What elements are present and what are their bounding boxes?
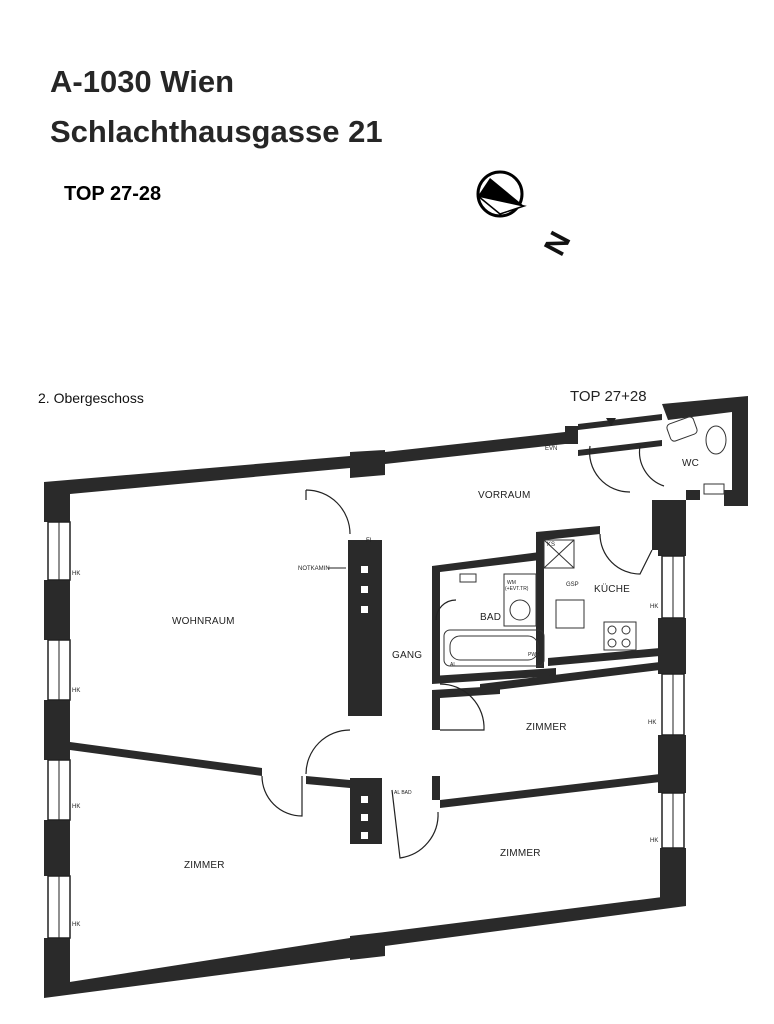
room-vorraum: VORRAUM: [478, 490, 531, 501]
fi-label: FI: [366, 538, 372, 544]
evn-label: EVN: [545, 446, 558, 452]
doors: [262, 446, 664, 858]
hk-label: HK: [650, 838, 659, 844]
hk-label: HK: [72, 922, 81, 928]
hk-label: HK: [72, 571, 81, 577]
unit-marker: TOP 27+28: [570, 388, 647, 405]
outer-walls: [44, 396, 748, 998]
al-bad-label: AL BAD: [394, 790, 412, 796]
room-wc: WC: [682, 458, 700, 469]
notkamin-label: NOTKAMIN: [298, 566, 330, 572]
hk-label: HK: [650, 604, 659, 610]
address-street: Schlachthausgasse 21: [50, 114, 383, 149]
interior-walls: [70, 440, 662, 844]
wm-label: WM: [507, 580, 516, 586]
room-zimmer-mid: ZIMMER: [526, 722, 567, 733]
address-city: A-1030 Wien: [50, 64, 235, 99]
room-gang: GANG: [392, 650, 423, 661]
hk-label: HK: [648, 720, 657, 726]
gsp-label: GSP: [566, 582, 579, 588]
wm-note: (+EVT.TR): [505, 586, 529, 592]
room-bad: BAD: [480, 612, 502, 623]
al-label: AL: [450, 662, 457, 668]
hk-label: HK: [72, 804, 81, 810]
ks-label: KS: [547, 542, 556, 548]
north-letter: N: [538, 226, 578, 262]
compass-icon: [478, 172, 524, 216]
hk-label: HK: [72, 688, 81, 694]
room-zimmer-right: ZIMMER: [500, 848, 541, 859]
room-wohnraum: WOHNRAUM: [172, 616, 235, 627]
pwh-label: PWH: [528, 652, 540, 658]
room-zimmer-left: ZIMMER: [184, 860, 225, 871]
unit-number: TOP 27-28: [64, 183, 162, 205]
room-kueche: KÜCHE: [594, 584, 631, 595]
floor-label: 2. Obergeschoss: [38, 390, 144, 406]
